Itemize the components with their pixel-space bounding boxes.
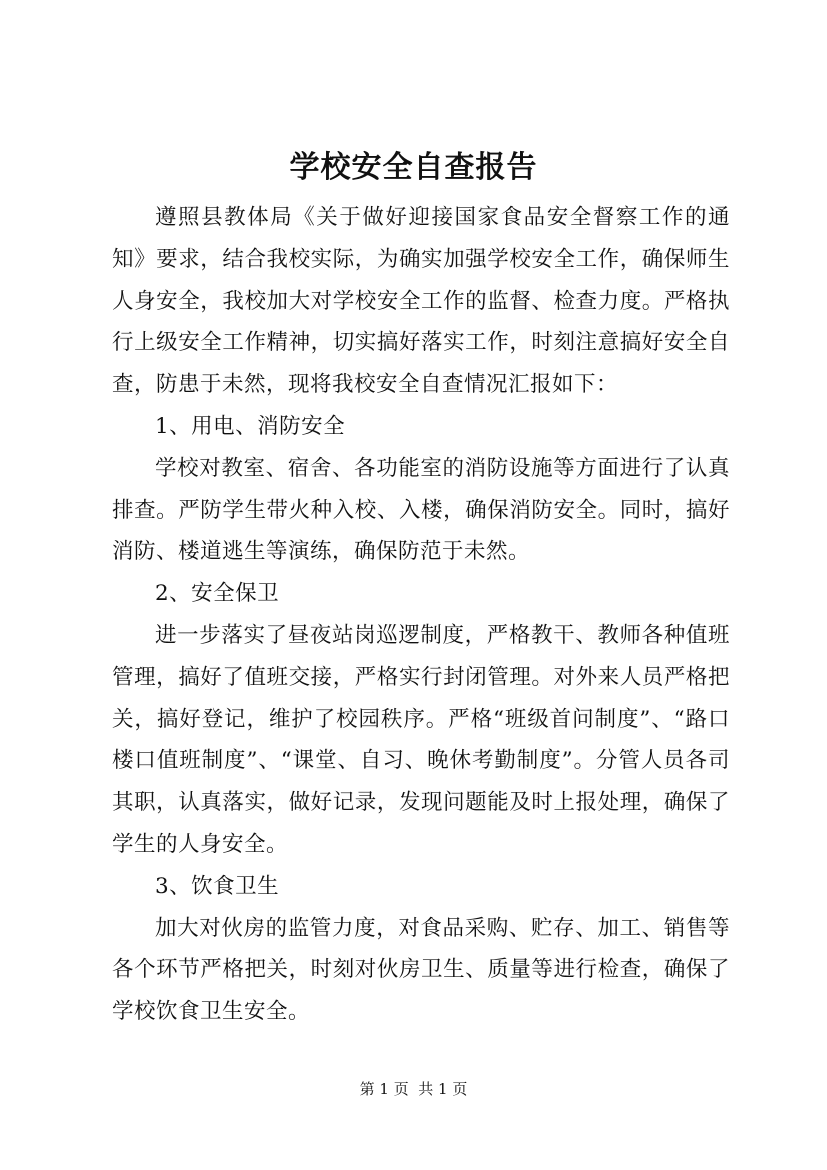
section-heading-security: 2、安全保卫 [155,581,280,607]
section-heading-food-hygiene: 3、饮食卫生 [155,873,280,899]
body-paragraph-fire-safety: 学校对教室、宿舍、各功能室的消防设施等方面进行了认真排查。严防学生带火种入校、入楼，确保消防安全。同时，搞好消防、楼道逃生等演练，确保防范于未然。 [112,455,730,565]
document-title: 学校安全自查报告 [289,150,538,185]
body-paragraph-intro: 遵照县教体局《关于做好迎接国家食品安全督察工作的通知》要求，结合我校实际，为确实加强学校安全工作，确保师生人身安全，我校加大对学校安全工作的监督、检查力度。严格执行上级安全工作精神，切实搞好落实工作，时刻注意搞好安全自查，防患于未然，现将我校安全自查情况汇报如下： [112,205,730,398]
body-paragraph-security: 进一步落实了昼夜站岗巡逻制度，严格教干、教师各种值班管理，搞好了值班交接，严格实行封闭管理。对外来人员严格把关，搞好登记，维护了校园秩序。严格“班级首问制度”、“路口楼口值班制度”、“课堂、自习、晚休考勤制度”。分管人员各司其职，认真落实，做好记录，发现问题能及时上报处理，确保了学生的人身安全。 [112,622,730,857]
page-footer [0,1079,827,1099]
body-paragraph-food-hygiene: 加大对伙房的监管力度，对食品采购、贮存、加工、销售等各个环节严格把关，时刻对伙房卫生、质量等进行检查，确保了学校饮食卫生安全。 [112,915,730,1025]
page-number: 第 1 页 共 1 页 [359,1080,468,1098]
document-body [112,197,730,1033]
section-heading-fire-safety: 1、用电、消防安全 [155,413,346,439]
